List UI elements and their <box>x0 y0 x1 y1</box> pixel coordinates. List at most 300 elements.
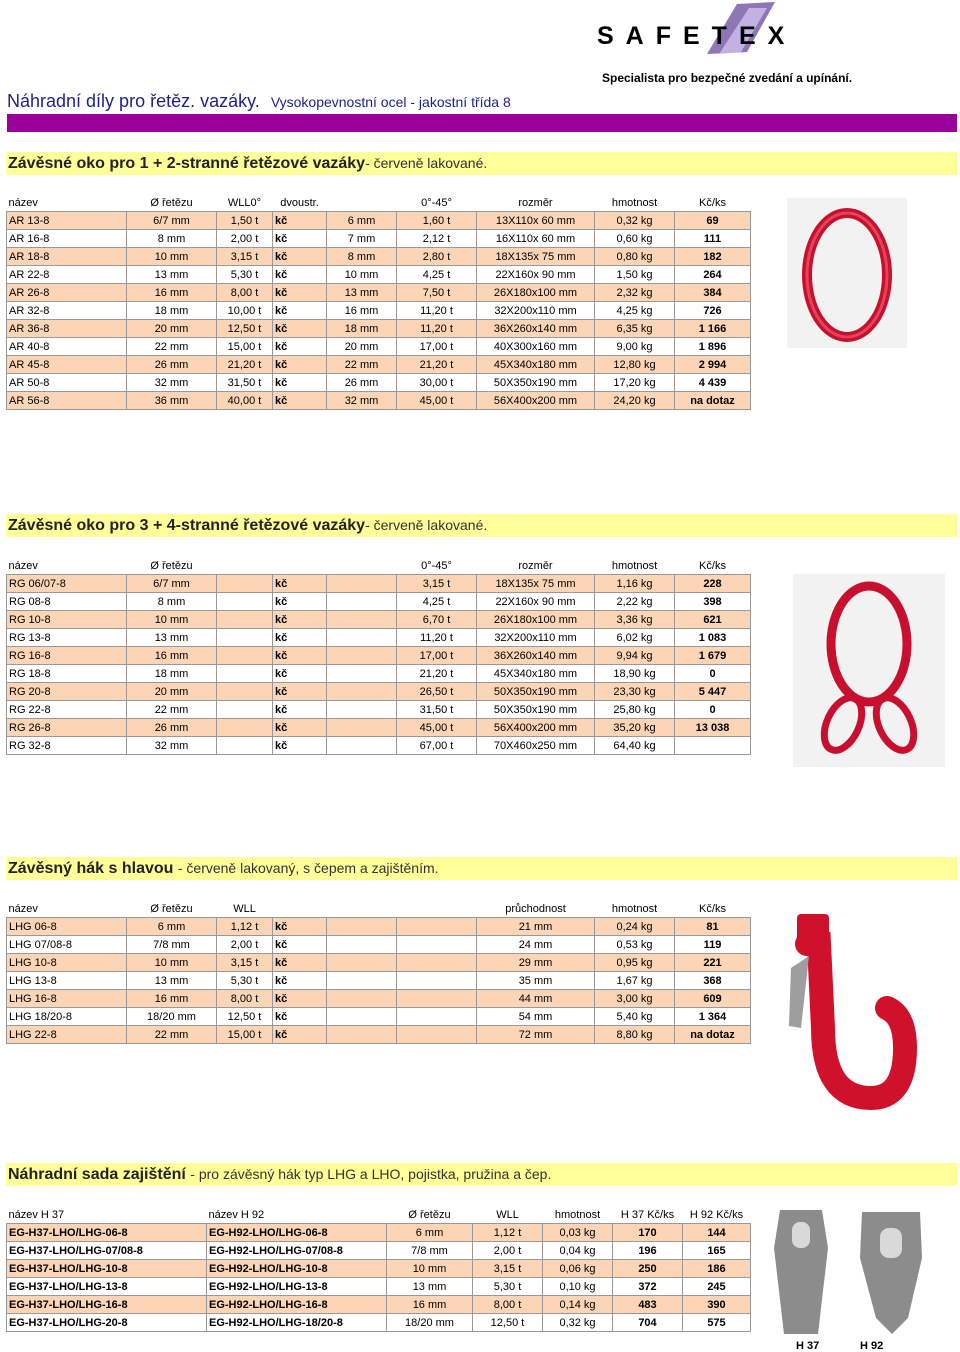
table-cell: 56X400x200 mm <box>477 719 595 737</box>
table-cell: 483 <box>613 1296 683 1314</box>
table-cell: EG-H37-LHO/LHG-07/08-8 <box>7 1242 207 1260</box>
table-cell: kč <box>273 302 327 320</box>
column-header <box>273 557 327 575</box>
section-title: Závěsné oko pro 1 + 2-stranné řetězové vazáky <box>8 155 366 172</box>
table-cell: 621 <box>675 611 751 629</box>
column-header: dvoustr. <box>273 194 327 212</box>
table-cell: RG 13-8 <box>7 629 127 647</box>
column-header: Ø řetězu <box>127 194 217 212</box>
table-cell: 18/20 mm <box>127 1008 217 1026</box>
table-cell: 1,16 kg <box>595 575 675 593</box>
table-cell: 32 mm <box>127 737 217 755</box>
table-cell: 40,00 t <box>217 392 273 410</box>
table-cell: kč <box>273 575 327 593</box>
table-cell: 1,50 t <box>217 212 273 230</box>
table-row <box>7 647 751 665</box>
table-cell: 18 mm <box>127 665 217 683</box>
table-cell: AR 16-8 <box>7 230 127 248</box>
table-cell: 3,00 kg <box>595 990 675 1008</box>
table-cell <box>327 575 397 593</box>
table-cell: EG-H92-LHO/LHG-16-8 <box>207 1296 387 1314</box>
table-cell: 11,20 t <box>397 302 477 320</box>
table-cell: kč <box>273 248 327 266</box>
table-cell: 22X160x 90 mm <box>477 266 595 284</box>
table-cell: 0,95 kg <box>595 954 675 972</box>
table-cell: 13 mm <box>127 629 217 647</box>
column-header: 0°-45° <box>397 194 477 212</box>
table-row <box>7 392 751 410</box>
table-cell <box>217 683 273 701</box>
table-cell: 36X260x140 mm <box>477 320 595 338</box>
page-title-sub: Vysokopevnostní ocel - jakostní třída 8 <box>270 94 511 110</box>
table-cell: 0,60 kg <box>595 230 675 248</box>
table-row <box>7 212 751 230</box>
table-row <box>7 936 751 954</box>
table-cell: 221 <box>675 954 751 972</box>
table-cell: kč <box>273 230 327 248</box>
table-cell: RG 06/07-8 <box>7 575 127 593</box>
table-cell <box>217 701 273 719</box>
table-cell: 20 mm <box>127 683 217 701</box>
table-cell: 0,04 kg <box>543 1242 613 1260</box>
table-cell: 26 mm <box>327 374 397 392</box>
product-image-ar <box>787 198 907 348</box>
table-cell: 575 <box>683 1314 751 1332</box>
table-cell <box>397 1026 477 1044</box>
table-cell: 6 mm <box>387 1224 473 1242</box>
table-cell: 111 <box>675 230 751 248</box>
table-cell: 1 679 <box>675 647 751 665</box>
table-cell: 704 <box>613 1314 683 1332</box>
table-cell <box>327 990 397 1008</box>
table-row <box>7 1314 751 1332</box>
table-cell: 45,00 t <box>397 392 477 410</box>
table-cell: kč <box>273 737 327 755</box>
table-row <box>7 1224 751 1242</box>
product-image-h92 <box>856 1208 926 1336</box>
table-cell: 2,22 kg <box>595 593 675 611</box>
table-cell: 8,80 kg <box>595 1026 675 1044</box>
table-cell: na dotaz <box>675 392 751 410</box>
table-row <box>7 338 751 356</box>
table-cell: RG 16-8 <box>7 647 127 665</box>
table-cell: 25,80 kg <box>595 701 675 719</box>
latch-h37-icon <box>770 1208 832 1336</box>
column-header: název <box>7 194 127 212</box>
column-header: hmotnost <box>595 557 675 575</box>
table-cell: 2,00 t <box>473 1242 543 1260</box>
table-cell: 7 mm <box>327 230 397 248</box>
table-cell: 3,15 t <box>397 575 477 593</box>
table-cell: 26 mm <box>127 719 217 737</box>
table-cell: kč <box>273 990 327 1008</box>
table-cell: 2 994 <box>675 356 751 374</box>
table-row <box>7 374 751 392</box>
table-cell: LHG 13-8 <box>7 972 127 990</box>
table-cell: 67,00 t <box>397 737 477 755</box>
table-cell: 0,10 kg <box>543 1278 613 1296</box>
table-cell: 64,40 kg <box>595 737 675 755</box>
section-heading-rg <box>6 514 957 537</box>
table-cell: 29 mm <box>477 954 595 972</box>
table-cell: 44 mm <box>477 990 595 1008</box>
table-cell: 5 447 <box>675 683 751 701</box>
table-cell: 18 mm <box>327 320 397 338</box>
table-cell: 9,00 kg <box>595 338 675 356</box>
table-cell: 69 <box>675 212 751 230</box>
table-cell: 15,00 t <box>217 1026 273 1044</box>
table-cell: 24,20 kg <box>595 392 675 410</box>
table-cell: kč <box>273 647 327 665</box>
table-row <box>7 593 751 611</box>
table-cell: 18 mm <box>127 302 217 320</box>
table-cell: 35 mm <box>477 972 595 990</box>
table-cell: 12,50 t <box>217 320 273 338</box>
table-cell: AR 45-8 <box>7 356 127 374</box>
table-cell: 17,00 t <box>397 338 477 356</box>
table-cell: kč <box>273 701 327 719</box>
table-cell: 398 <box>675 593 751 611</box>
table-cell: 0,24 kg <box>595 918 675 936</box>
table-cell: 5,30 t <box>217 266 273 284</box>
caption-h37: H 37 <box>796 1340 820 1352</box>
table-row <box>7 1026 751 1044</box>
table-cell: 22 mm <box>327 356 397 374</box>
table-cell: 72 mm <box>477 1026 595 1044</box>
table-cell: 16 mm <box>327 302 397 320</box>
table-cell <box>217 647 273 665</box>
table-cell: 1 896 <box>675 338 751 356</box>
table-cell: 2,00 t <box>217 936 273 954</box>
table-cell: 22X160x 90 mm <box>477 593 595 611</box>
table-cell: 40X300x160 mm <box>477 338 595 356</box>
table-cell: 35,20 kg <box>595 719 675 737</box>
table-cell <box>327 954 397 972</box>
table-cell: 0,80 kg <box>595 248 675 266</box>
product-image-h37 <box>770 1208 832 1336</box>
column-header: Ø řetězu <box>127 900 217 918</box>
table-cell: 31,50 t <box>217 374 273 392</box>
table-cell: 1,67 kg <box>595 972 675 990</box>
table-row <box>7 356 751 374</box>
table-cell <box>327 665 397 683</box>
table-cell: 0,53 kg <box>595 936 675 954</box>
table-row <box>7 302 751 320</box>
table-cell: 0,14 kg <box>543 1296 613 1314</box>
table-row <box>7 266 751 284</box>
section-note: - červeně lakované. <box>365 517 488 533</box>
table-row <box>7 1296 751 1314</box>
table-cell: AR 32-8 <box>7 302 127 320</box>
table-cell <box>397 954 477 972</box>
table-cell: 384 <box>675 284 751 302</box>
table-cell: 22 mm <box>127 338 217 356</box>
column-header: Kč/ks <box>675 194 751 212</box>
column-header: název H 92 <box>207 1206 387 1224</box>
table-cell <box>327 1008 397 1026</box>
table-rg <box>6 557 751 755</box>
table-cell: kč <box>273 338 327 356</box>
table-cell: 6/7 mm <box>127 212 217 230</box>
table-cell: AR 18-8 <box>7 248 127 266</box>
table-header-row <box>7 900 751 918</box>
table-cell: 45X340x180 mm <box>477 356 595 374</box>
table-cell: 6,70 t <box>397 611 477 629</box>
table-cell: 264 <box>675 266 751 284</box>
table-cell: 31,50 t <box>397 701 477 719</box>
table-cell: EG-H37-LHO/LHG-16-8 <box>7 1296 207 1314</box>
table-row <box>7 737 751 755</box>
table-cell: RG 22-8 <box>7 701 127 719</box>
column-header: název <box>7 900 127 918</box>
column-header: hmotnost <box>595 194 675 212</box>
table-cell: 368 <box>675 972 751 990</box>
table-cell: 21,20 t <box>397 665 477 683</box>
column-header: název <box>7 557 127 575</box>
master-link-assembly-icon <box>793 574 945 767</box>
column-header <box>217 557 273 575</box>
column-header: WLL <box>217 900 273 918</box>
column-header: rozměr <box>477 557 595 575</box>
column-header: H 37 Kč/ks <box>613 1206 683 1224</box>
table-cell: 726 <box>675 302 751 320</box>
table-cell: 6 mm <box>127 918 217 936</box>
table-row <box>7 665 751 683</box>
table-cell: 1,12 t <box>217 918 273 936</box>
table-cell: 0,03 kg <box>543 1224 613 1242</box>
table-cell: EG-H37-LHO/LHG-06-8 <box>7 1224 207 1242</box>
table-cell: 10 mm <box>387 1260 473 1278</box>
table-cell: 3,15 t <box>217 954 273 972</box>
section-note: - červeně lakované. <box>365 155 488 171</box>
clevis-hook-icon <box>779 908 919 1123</box>
table-cell: 32X200x110 mm <box>477 302 595 320</box>
table-cell: kč <box>273 1026 327 1044</box>
column-header: Ø řetězu <box>387 1206 473 1224</box>
table-cell <box>217 575 273 593</box>
table-cell: 26,50 t <box>397 683 477 701</box>
table-cell: 6 mm <box>327 212 397 230</box>
table-cell: 4 439 <box>675 374 751 392</box>
table-cell: 2,80 t <box>397 248 477 266</box>
table-row <box>7 629 751 647</box>
column-header <box>327 900 397 918</box>
table-cell <box>217 611 273 629</box>
table-cell: 3,15 t <box>217 248 273 266</box>
tagline: Specialista pro bezpečné zvedání a upínání. <box>602 71 853 85</box>
table-cell: 3,15 t <box>473 1260 543 1278</box>
table-row <box>7 719 751 737</box>
table-cell: kč <box>273 665 327 683</box>
table-row <box>7 918 751 936</box>
table-cell: 16 mm <box>127 284 217 302</box>
table-row <box>7 701 751 719</box>
table-row <box>7 683 751 701</box>
table-cell: LHG 16-8 <box>7 990 127 1008</box>
table-cell: 32 mm <box>327 392 397 410</box>
table-cell: 372 <box>613 1278 683 1296</box>
table-cell: 15,00 t <box>217 338 273 356</box>
table-cell: kč <box>273 629 327 647</box>
table-cell: 24 mm <box>477 936 595 954</box>
table-cell: kč <box>273 392 327 410</box>
table-cell: na dotaz <box>675 1026 751 1044</box>
table-cell: 1,60 t <box>397 212 477 230</box>
table-cell <box>217 737 273 755</box>
table-cell: 36X260x140 mm <box>477 647 595 665</box>
table-cell: 390 <box>683 1296 751 1314</box>
safetex-logo <box>597 22 796 51</box>
table-cell: AR 26-8 <box>7 284 127 302</box>
column-header: název H 37 <box>7 1206 207 1224</box>
table-cell: 18X135x 75 mm <box>477 248 595 266</box>
table-cell <box>217 665 273 683</box>
table-ar <box>6 194 751 410</box>
table-cell: 1,50 kg <box>595 266 675 284</box>
table-cell: kč <box>273 266 327 284</box>
table-cell: 13 038 <box>675 719 751 737</box>
table-cell: 10 mm <box>327 266 397 284</box>
table-cell <box>327 936 397 954</box>
section-note: - pro závěsný hák typ LHG a LHO, pojistka, pružina a čep. <box>190 1166 552 1182</box>
table-cell: kč <box>273 374 327 392</box>
table-cell: LHG 07/08-8 <box>7 936 127 954</box>
table-cell: 18X135x 75 mm <box>477 575 595 593</box>
table-cell: 2,12 t <box>397 230 477 248</box>
table-cell: 20 mm <box>327 338 397 356</box>
column-header: rozměr <box>477 194 595 212</box>
section-heading-lhg <box>6 857 957 880</box>
table-cell: 609 <box>675 990 751 1008</box>
table-cell: AR 36-8 <box>7 320 127 338</box>
table-cell: 56X400x200 mm <box>477 392 595 410</box>
table-row <box>7 990 751 1008</box>
table-cell: kč <box>273 356 327 374</box>
table-cell: 16 mm <box>127 990 217 1008</box>
table-cell: LHG 06-8 <box>7 918 127 936</box>
table-cell <box>397 918 477 936</box>
table-row <box>7 575 751 593</box>
table-cell: 10,00 t <box>217 302 273 320</box>
table-cell: 5,30 t <box>217 972 273 990</box>
section-title: Závěsný hák s hlavou <box>8 860 174 877</box>
table-cell: EG-H37-LHO/LHG-20-8 <box>7 1314 207 1332</box>
table-cell: 81 <box>675 918 751 936</box>
table-row <box>7 1242 751 1260</box>
table-cell <box>327 1026 397 1044</box>
table-cell: 45,00 t <box>397 719 477 737</box>
caption-h92: H 92 <box>860 1340 884 1352</box>
table-cell: 5,40 kg <box>595 1008 675 1026</box>
table-cell: 8,00 t <box>217 284 273 302</box>
table-cell: 26X180x100 mm <box>477 284 595 302</box>
table-cell: 17,20 kg <box>595 374 675 392</box>
table-cell: 3,36 kg <box>595 611 675 629</box>
table-cell: 4,25 t <box>397 593 477 611</box>
table-cell: 21,20 t <box>217 356 273 374</box>
table-cell: 2,32 kg <box>595 284 675 302</box>
table-row <box>7 1278 751 1296</box>
table-cell: 228 <box>675 575 751 593</box>
table-cell: LHG 22-8 <box>7 1026 127 1044</box>
table-cell: 10 mm <box>127 954 217 972</box>
table-cell: EG-H37-LHO/LHG-13-8 <box>7 1278 207 1296</box>
table-cell: 20 mm <box>127 320 217 338</box>
table-cell: 1,12 t <box>473 1224 543 1242</box>
table-cell: kč <box>273 918 327 936</box>
table-cell: kč <box>273 593 327 611</box>
table-cell: 0,06 kg <box>543 1260 613 1278</box>
table-cell: 12,80 kg <box>595 356 675 374</box>
table-cell: 0 <box>675 665 751 683</box>
column-header <box>327 557 397 575</box>
table-cell: 21 mm <box>477 918 595 936</box>
product-image-lhg <box>779 908 919 1123</box>
table-cell: kč <box>273 954 327 972</box>
table-cell: 16 mm <box>127 647 217 665</box>
table-header-row <box>7 557 751 575</box>
table-cell: 8,00 t <box>217 990 273 1008</box>
page-title-main: Náhradní díly pro řetěz. vazáky. <box>7 91 260 111</box>
table-cell <box>217 719 273 737</box>
section-title: Závěsné oko pro 3 + 4-stranné řetězové vazáky <box>8 517 366 534</box>
table-cell: EG-H37-LHO/LHG-10-8 <box>7 1260 207 1278</box>
table-row <box>7 1008 751 1026</box>
section-heading-eg <box>6 1163 957 1186</box>
table-cell: 7,50 t <box>397 284 477 302</box>
table-cell: 26 mm <box>127 356 217 374</box>
table-cell: 30,00 t <box>397 374 477 392</box>
table-cell: kč <box>273 972 327 990</box>
column-header: WLL0° <box>217 194 273 212</box>
table-row <box>7 230 751 248</box>
table-header-row <box>7 1206 751 1224</box>
table-cell: 1 364 <box>675 1008 751 1026</box>
table-cell: 9,94 kg <box>595 647 675 665</box>
table-cell: 196 <box>613 1242 683 1260</box>
table-cell: 70X460x250 mm <box>477 737 595 755</box>
table-cell: 13 mm <box>387 1278 473 1296</box>
table-cell: 21,20 t <box>397 356 477 374</box>
table-cell: 13 mm <box>327 284 397 302</box>
table-cell: 50X350x190 mm <box>477 701 595 719</box>
table-cell: 4,25 kg <box>595 302 675 320</box>
table-cell: 186 <box>683 1260 751 1278</box>
table-cell <box>327 611 397 629</box>
column-header <box>273 900 327 918</box>
table-cell <box>327 918 397 936</box>
table-lhg <box>6 900 751 1044</box>
table-cell: 170 <box>613 1224 683 1242</box>
table-cell: 26X180x100 mm <box>477 611 595 629</box>
table-cell: 182 <box>675 248 751 266</box>
table-cell: RG 18-8 <box>7 665 127 683</box>
column-header: průchodnost <box>477 900 595 918</box>
table-cell: 10 mm <box>127 248 217 266</box>
table-cell: kč <box>273 1008 327 1026</box>
table-cell: kč <box>273 284 327 302</box>
table-cell <box>397 972 477 990</box>
table-cell: LHG 10-8 <box>7 954 127 972</box>
table-cell: EG-H92-LHO/LHG-10-8 <box>207 1260 387 1278</box>
table-cell: 144 <box>683 1224 751 1242</box>
table-cell: 18/20 mm <box>387 1314 473 1332</box>
table-cell: 11,20 t <box>397 320 477 338</box>
table-cell <box>327 593 397 611</box>
table-cell: 8 mm <box>127 593 217 611</box>
table-row <box>7 248 751 266</box>
table-cell: AR 22-8 <box>7 266 127 284</box>
